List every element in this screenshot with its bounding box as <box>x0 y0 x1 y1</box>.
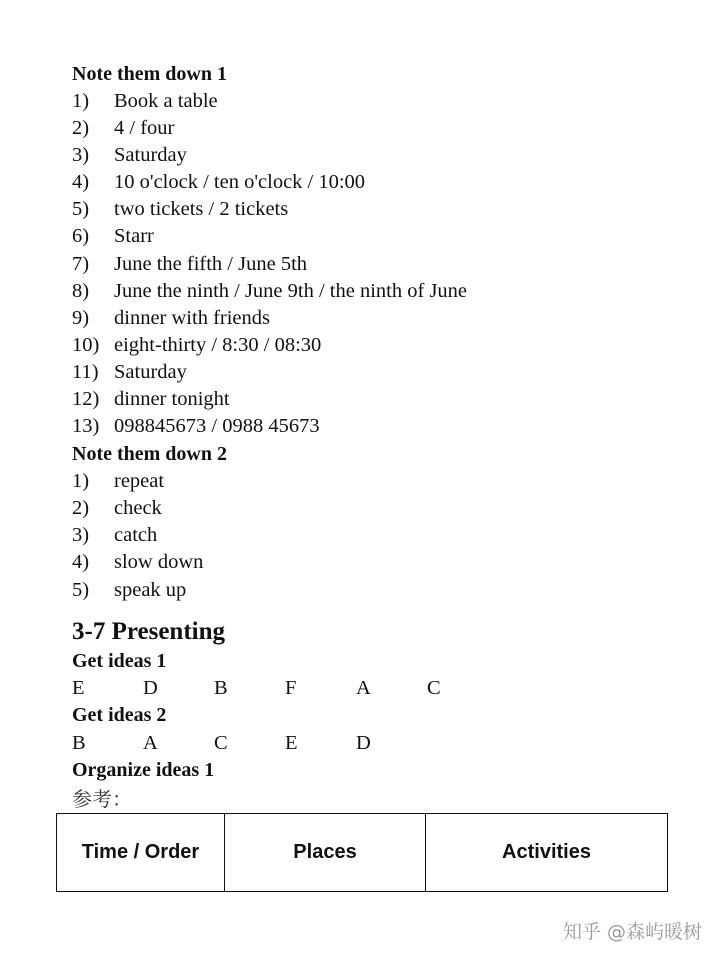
answer-letter: D <box>143 677 158 699</box>
section-title: 3-7 Presenting <box>72 618 225 645</box>
item-answer: June the ninth / June 9th / the ninth of June <box>114 280 468 302</box>
answer-letter: F <box>285 677 297 699</box>
item-answer: 10 o'clock / ten o'clock / 10:00 <box>114 171 366 193</box>
item-number: 2) <box>72 117 90 139</box>
item-number: 10) <box>72 334 100 356</box>
answer-letter: B <box>72 732 86 754</box>
organize-ideas-1-heading: Organize ideas 1 <box>72 759 215 781</box>
item-answer: Saturday <box>114 361 187 383</box>
watermark-text: 知乎 @森屿暖树 <box>562 921 702 943</box>
item-answer: eight-thirty / 8:30 / 08:30 <box>114 334 322 356</box>
item-number: 1) <box>72 90 90 112</box>
item-number: 4) <box>72 171 90 193</box>
item-number: 7) <box>72 253 90 275</box>
table-header-time-order: Time / Order <box>57 814 225 891</box>
item-answer: Starr <box>114 225 154 247</box>
item-number: 11) <box>72 361 99 383</box>
item-number: 5) <box>72 198 90 220</box>
answer-letter: A <box>356 677 371 699</box>
item-number: 6) <box>72 225 90 247</box>
item-number: 1) <box>72 470 90 492</box>
item-answer: catch <box>114 524 158 546</box>
answer-letter: E <box>285 732 298 754</box>
answer-letter: C <box>427 677 441 699</box>
get-ideas-2-heading: Get ideas 2 <box>72 704 167 726</box>
item-number: 3) <box>72 144 90 166</box>
item-answer: 098845673 / 0988 45673 <box>114 415 320 437</box>
item-number: 8) <box>72 280 90 302</box>
item-answer: repeat <box>114 470 165 492</box>
answer-letter: C <box>214 732 228 754</box>
answer-letter: D <box>356 732 371 754</box>
item-answer: Saturday <box>114 144 187 166</box>
item-number: 3) <box>72 524 90 546</box>
item-answer: dinner with friends <box>114 307 270 329</box>
item-answer: dinner tonight <box>114 388 230 410</box>
reference-label: 参考： <box>72 787 132 811</box>
answer-letter: A <box>143 732 158 754</box>
item-number: 4) <box>72 551 90 573</box>
item-answer: speak up <box>114 579 187 601</box>
item-answer: two tickets / 2 tickets <box>114 198 289 220</box>
item-answer: June the fifth / June 5th <box>114 253 308 275</box>
item-number: 5) <box>72 579 90 601</box>
note-down-1-heading: Note them down 1 <box>72 63 227 85</box>
item-number: 12) <box>72 388 100 410</box>
item-answer: 4 / four <box>114 117 175 139</box>
table-header-places: Places <box>225 814 426 891</box>
answer-letter: B <box>214 677 228 699</box>
get-ideas-1-heading: Get ideas 1 <box>72 650 167 672</box>
answer-letter: E <box>72 677 85 699</box>
table-header-activities: Activities <box>502 841 591 863</box>
answer-table <box>56 813 668 892</box>
item-number: 2) <box>72 497 90 519</box>
note-down-2-heading: Note them down 2 <box>72 443 227 465</box>
item-answer: check <box>114 497 162 519</box>
item-answer: slow down <box>114 551 204 573</box>
item-answer: Book a table <box>114 90 218 112</box>
item-number: 9) <box>72 307 90 329</box>
item-number: 13) <box>72 415 100 437</box>
